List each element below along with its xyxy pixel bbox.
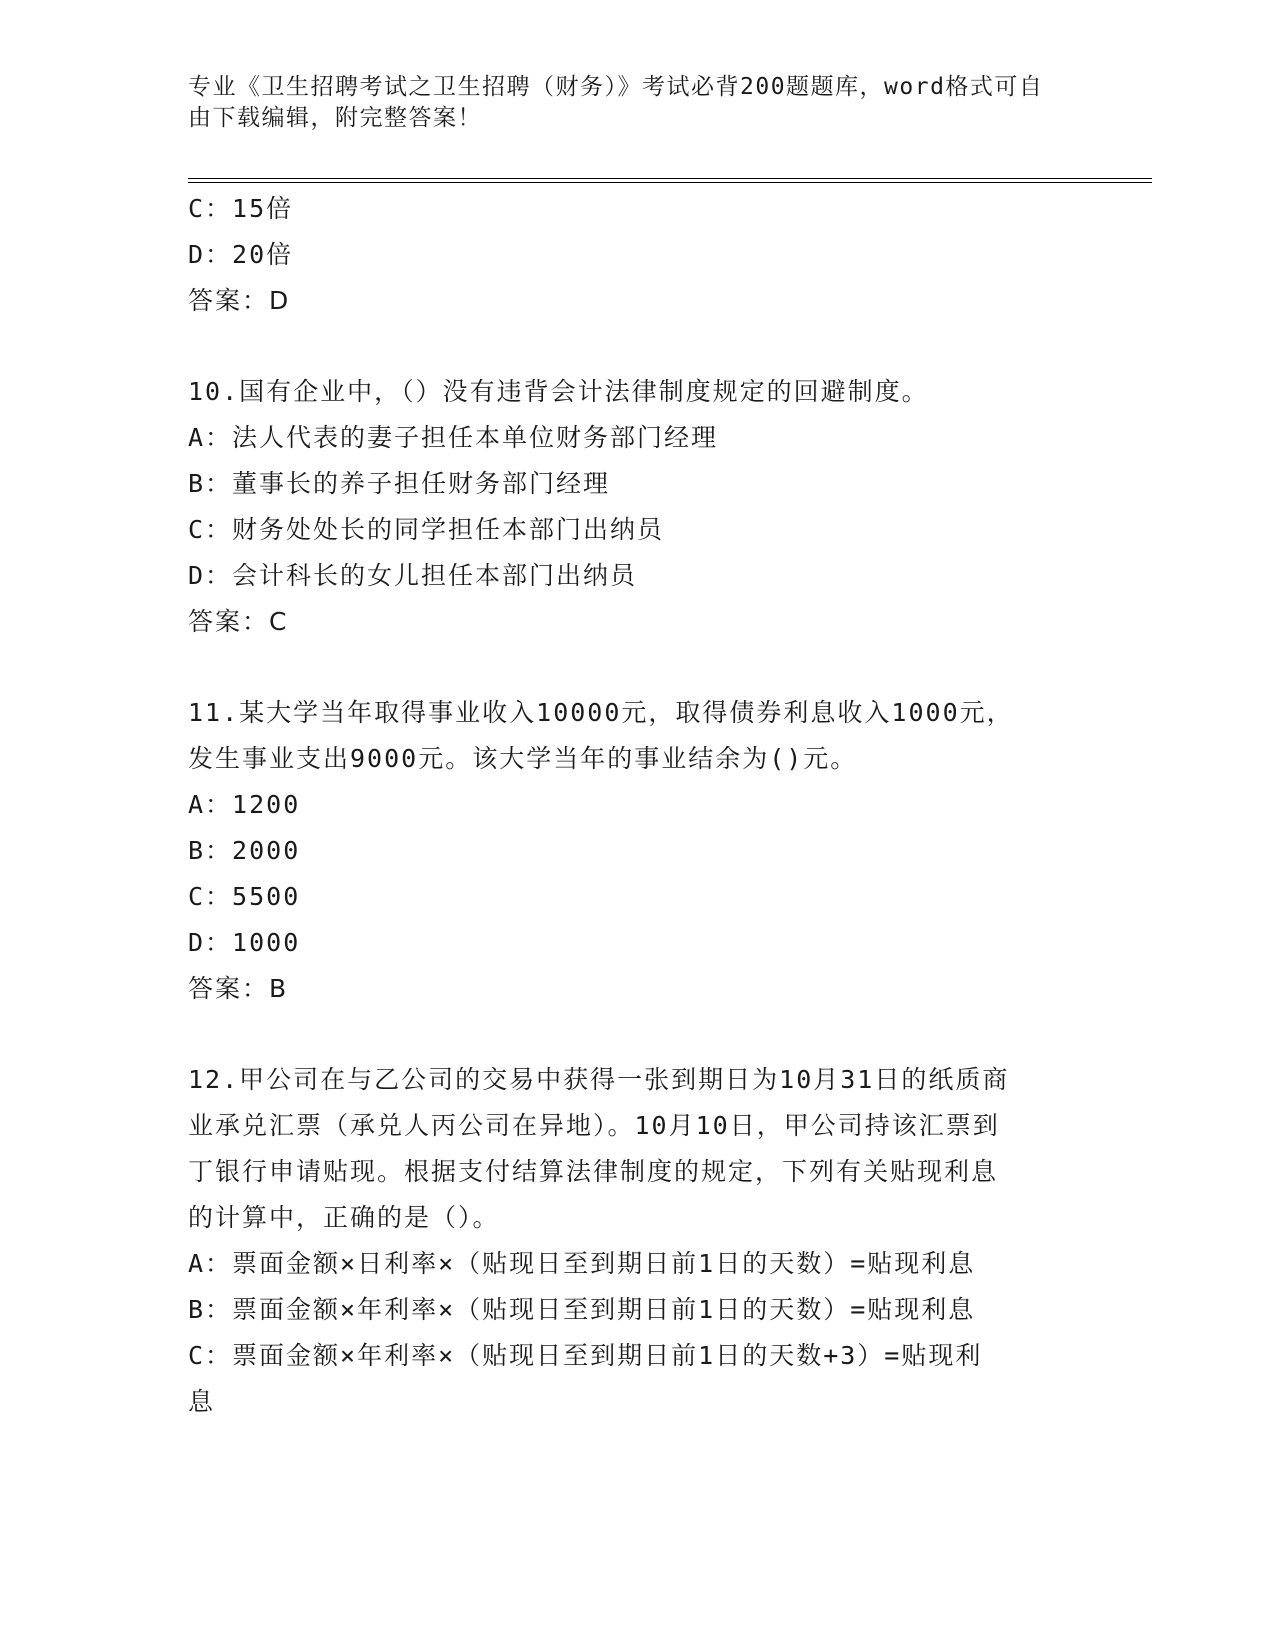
option-d: D：20倍 bbox=[188, 240, 294, 269]
option-b: B：2000 bbox=[188, 836, 301, 865]
question-11 bbox=[188, 690, 1088, 1012]
header-divider-bottom bbox=[188, 182, 1152, 183]
option-d: D：1000 bbox=[188, 928, 301, 957]
answer-line: 答案：D bbox=[188, 286, 291, 315]
option-a: A：1200 bbox=[188, 790, 301, 819]
option-c: C：15倍 bbox=[188, 194, 294, 223]
option-c: C：财务处处长的同学担任本部门出纳员 bbox=[188, 515, 665, 544]
option-a: A：票面金额×日利率×（贴现日至到期日前1日的天数）=贴现利息 bbox=[188, 1249, 976, 1278]
question-stem-line-3: 丁银行申请贴现。根据支付结算法律制度的规定，下列有关贴现利息 bbox=[188, 1157, 999, 1186]
option-c-line-2: 息 bbox=[188, 1387, 216, 1416]
question-10 bbox=[188, 369, 1088, 645]
question-12 bbox=[188, 1057, 1088, 1425]
question-stem-line-2: 业承兑汇票（承兑人丙公司在异地）。10月10日，甲公司持该汇票到 bbox=[188, 1111, 1000, 1140]
question-stem: 10.国有企业中，（）没有违背会计法律制度规定的回避制度。 bbox=[188, 377, 929, 406]
header-line-1: 专业《卫生招聘考试之卫生招聘（财务）》考试必背200题题库，word格式可自 bbox=[188, 74, 1044, 100]
answer-line: 答案：C bbox=[188, 607, 289, 636]
document-header bbox=[188, 72, 1068, 134]
question-9-fragment bbox=[188, 186, 1088, 324]
spacer bbox=[188, 324, 1088, 369]
option-a: A：法人代表的妻子担任本单位财务部门经理 bbox=[188, 423, 719, 452]
option-d: D：会计科长的女儿担任本部门出纳员 bbox=[188, 561, 638, 590]
spacer bbox=[188, 645, 1088, 690]
spacer bbox=[188, 1012, 1088, 1057]
header-line-2: 由下载编辑，附完整答案！ bbox=[188, 105, 482, 131]
option-b: B：董事长的养子担任财务部门经理 bbox=[188, 469, 611, 498]
option-b: B：票面金额×年利率×（贴现日至到期日前1日的天数）=贴现利息 bbox=[188, 1295, 976, 1324]
question-stem-line-1: 11.某大学当年取得事业收入10000元，取得债券利息收入1000元， bbox=[188, 698, 1014, 727]
document-body bbox=[188, 186, 1088, 1425]
answer-line: 答案：B bbox=[188, 974, 289, 1003]
header-divider-top bbox=[188, 178, 1152, 179]
question-stem-line-4: 的计算中，正确的是（）。 bbox=[188, 1203, 500, 1232]
question-stem-line-1: 12.甲公司在与乙公司的交易中获得一张到期日为10月31日的纸质商 bbox=[188, 1065, 1010, 1094]
question-stem-line-2: 发生事业支出9000元。该大学当年的事业结余为()元。 bbox=[188, 744, 858, 773]
option-c-line-1: C：票面金额×年利率×（贴现日至到期日前1日的天数+3）=贴现利 bbox=[188, 1341, 983, 1370]
option-c: C：5500 bbox=[188, 882, 301, 911]
